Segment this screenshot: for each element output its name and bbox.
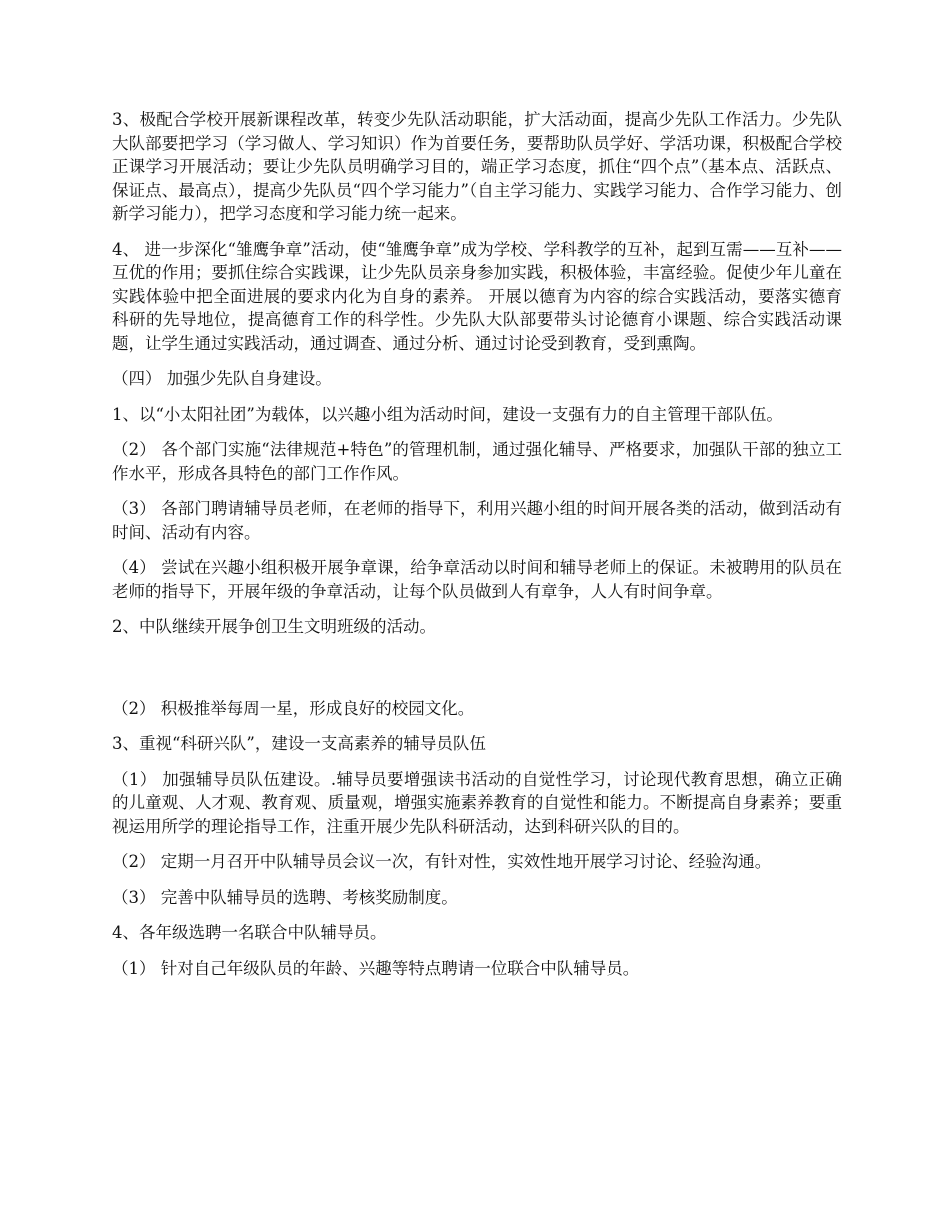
- paragraph-item-3: 3、极配合学校开展新课程改革，转变少先队活动职能，扩大活动面，提高少先队工作活力。少先队大队部要把学习（学习做人、学习知识）作为首要任务，要帮助队员学好、学活功课，积极配合学校正课学习开展活动；要让少先队员明确学习目的，端正学习态度，抓住“四个点”（基本点、活跃点、保证点、最高点），提高少先队员“四个学习能力”（自主学习能力、实践学习能力、合作学习能力、创新学习能力），把学习态度和学习能力统一起来。: [112, 110, 842, 223]
- section-heading-4: （四） 加强少先队自身建设。: [112, 369, 332, 388]
- paragraph-item-4: 4、 进一步深化“雏鹰争章”活动，使“雏鹰争章”成为学校、学科教学的互补，起到互需——互补——互优的作用；要抓住综合实践课，让少先队员亲身参加实践，积极体验，丰富经验。促使少年儿童在实践体验中把全面进展的要求内化为自身的素养。 开展以德育为内容的综合实践活动，要落实德育科研的先导地位，提高德育工作的科学性。少先队大队部要带头讨论德育小课题、综合实践活动课题，让学生通过实践活动，通过调查、通过分析、通过讨论受到教育，受到熏陶。: [112, 239, 842, 353]
- paragraph-subitem-1: 1、以“小太阳社团”为载体，以兴趣小组为活动时间，建设一支强有力的自主管理干部队伍。: [112, 404, 783, 424]
- paragraph-subitem-1-counselor: （1） 加强辅导员队伍建设。.辅导员要增强读书活动的自觉性学习，讨论现代教育思想，确立正确的儿童观、人才观、教育观、质量观，增强实施素养教育的自觉性和能力。不断提高自身素养；要重视运用所学的理论指导工作，注重开展少先队科研活动，达到科研兴队的目的。: [112, 769, 842, 836]
- paragraph-item-4-grade: 4、各年级选聘一名联合中队辅导员。: [112, 923, 387, 942]
- paragraph-subitem-4: （4） 尝试在兴趣小组积极开展争章课，给争章活动以时间和辅导老师上的保证。未被聘用的队员在老师的指导下，开展年级的争章活动，让每个队员做到人有章争，人人有时间争章。: [112, 558, 842, 601]
- paragraph-subitem-2-star: （2） 积极推举每周一星，形成良好的校园文化。: [112, 698, 475, 718]
- paragraph-subitem-3: （3） 各部门聘请辅导员老师，在老师的指导下，利用兴趣小组的时间开展各类的活动，做到活动有时间、活动有内容。: [112, 499, 842, 542]
- paragraph-item-2-squad: 2、中队继续开展争创卫生文明班级的活动。: [112, 617, 436, 636]
- paragraph-subitem-2: （2） 各个部门实施“法律规范+特色”的管理机制，通过强化辅导、严格要求，加强队干部的独立工作水平，形成各具特色的部门工作作风。: [112, 440, 842, 483]
- paragraph-subitem-1-grade: （1） 针对自己年级队员的年龄、兴趣等特点聘请一位联合中队辅导员。: [112, 958, 640, 978]
- paragraph-item-3-research: 3、重视“科研兴队”，建设一支高素养的辅导员队伍: [112, 734, 486, 753]
- paragraph-subitem-2-meeting: （2） 定期一月召开中队辅导员会议一次，有针对性，实效性地开展学习讨论、经验沟通。: [112, 852, 772, 871]
- paragraph-subitem-3-system: （3） 完善中队辅导员的选聘、考核奖励制度。: [112, 887, 458, 907]
- blank-spacer: [112, 651, 842, 697]
- document-page: [112, 108, 842, 992]
